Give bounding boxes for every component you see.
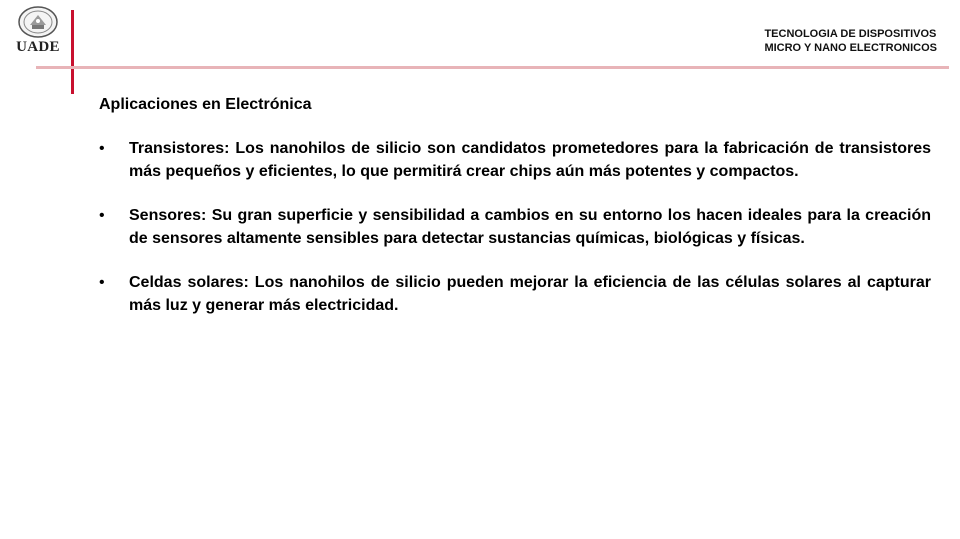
header-vertical-divider <box>71 10 74 94</box>
bullet-dot-icon: • <box>99 207 105 224</box>
bullet-item-sensores <box>99 205 931 250</box>
logo-wordmark: UADE <box>16 39 60 55</box>
course-title <box>764 27 937 55</box>
course-title-line-1: TECNOLOGIA DE DISPOSITIVOS <box>764 28 937 40</box>
bullet-item-celdas-solares <box>99 272 931 317</box>
bullet-text: Sensores: Su gran superficie y sensibilidad a cambios en su entorno los hacen ideales para la creación de sensores altamente sensibles para detectar sustancias químicas, biológicas y físicas. <box>129 207 931 247</box>
header-horizontal-rule <box>36 66 949 69</box>
university-seal-icon <box>17 6 59 38</box>
uade-logo <box>12 6 64 58</box>
bullet-text: Celdas solares: Los nanohilos de silicio pueden mejorar la eficiencia de las células solares al capturar más luz y generar más electricidad. <box>129 274 931 314</box>
bullet-dot-icon: • <box>99 274 105 291</box>
bullet-item-transistores <box>99 138 931 183</box>
bullet-dot-icon: • <box>99 140 105 157</box>
bullet-list <box>99 138 931 339</box>
slide-title: Aplicaciones en Electrónica <box>99 96 312 113</box>
bullet-text: Transistores: Los nanohilos de silicio son candidatos prometedores para la fabricación de transistores más pequeños y eficientes, lo que permitirá crear chips aún más potentes y compactos. <box>129 140 931 180</box>
course-title-line-2: MICRO Y NANO ELECTRONICOS <box>764 42 937 54</box>
